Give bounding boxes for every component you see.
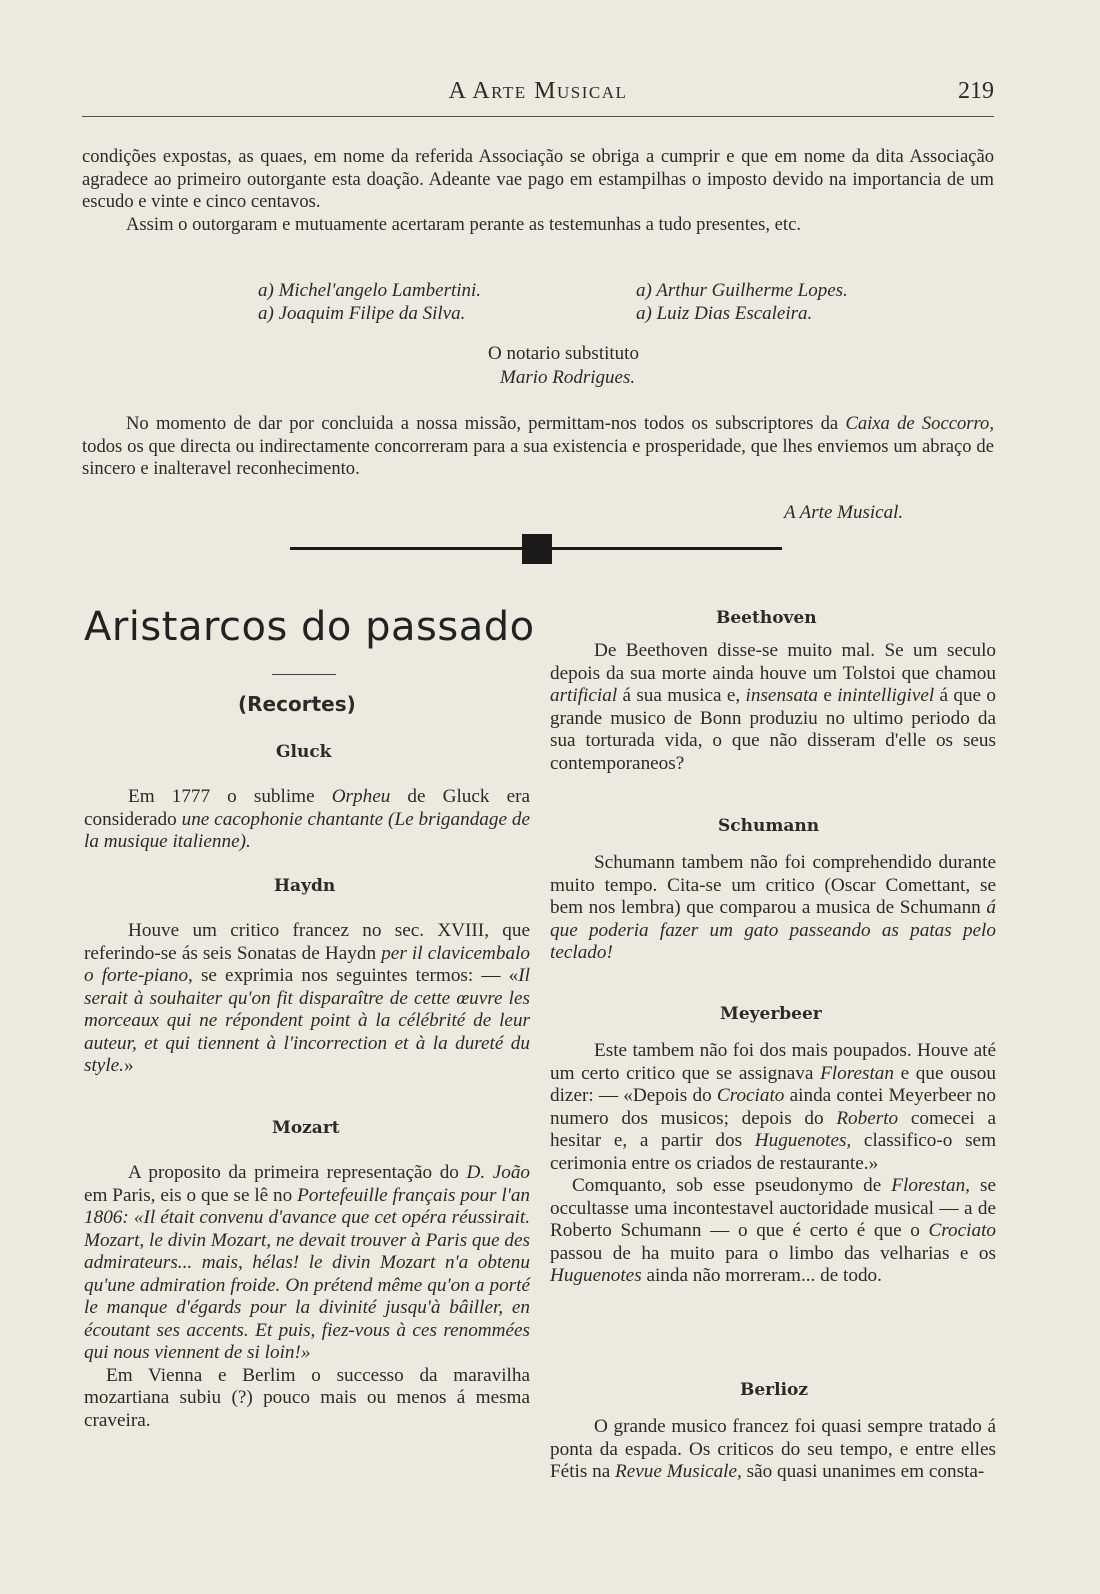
closing-text-part: todos os que directa ou indirectamente concorreram para a sua existencia e prosperidade, que lhes enviemos um abraço de sincero e inalteravel reconhecimento. [82, 435, 994, 480]
notary-name: Mario Rodrigues. [500, 367, 636, 388]
text-part: passou de ha muito para o limbo das velharias e os [550, 1242, 996, 1264]
section-body-schumann [550, 852, 996, 965]
page-header [82, 78, 994, 108]
section-heading-schumann: Schumann [718, 816, 820, 836]
section-heading-gluck: Gluck [276, 742, 332, 762]
text-part: ainda contei Meyerbeer no numero dos musicos; depois do [550, 1085, 996, 1129]
deed-paragraph-2: Assim o outorgaram e mutuamente acertaram perante as testemunhas a tudo presentes, etc. [126, 213, 801, 235]
text-part: ainda não morreram... de todo. [641, 1265, 882, 1286]
text-italic: insensata [745, 685, 819, 706]
section-heading-meyerbeer: Meyerbeer [720, 1004, 822, 1024]
notary-title: O notario substituto [488, 343, 639, 364]
gluck-paragraph [84, 786, 530, 854]
running-title: A Arte Musical [448, 78, 628, 104]
text-italic: Florestan, [891, 1175, 970, 1196]
text-italic: Crociato [928, 1220, 996, 1241]
title-rule [272, 674, 336, 675]
text-part: Em 1777 o sublime [128, 786, 332, 807]
text-italic: Crociato [716, 1085, 785, 1106]
closing-paragraph [82, 413, 994, 481]
notary-block [488, 342, 639, 390]
text-part: de Gluck era considerado [84, 786, 530, 830]
divider-line-right [550, 547, 782, 550]
section-divider-ornament [290, 534, 790, 564]
text-italic: Florestan [820, 1062, 894, 1084]
text-italic: á que poderia fazer um gato passeando as patas pelo teclado! [550, 897, 996, 963]
text-part: classifico-o sem cerimonia entre os criados de restaurante.» [550, 1130, 996, 1174]
text-part: comecei a hesitar e, a partir dos [550, 1107, 996, 1151]
section-body-haydn [84, 920, 530, 1078]
text-part: Houve um critico francez no sec. XVIII, que referindo-se ás seis Sonatas de Haydn [84, 920, 530, 964]
section-body-beethoven [550, 640, 996, 775]
section-body-meyerbeer [550, 1040, 996, 1288]
section-body-mozart [84, 1162, 530, 1432]
section-body-gluck [84, 786, 530, 854]
text-italic: D. João [466, 1162, 531, 1183]
text-part: e que ousou dizer: — «Depois do [550, 1062, 996, 1106]
header-rule [82, 116, 994, 117]
section-body-berlioz [550, 1416, 996, 1484]
closing-text-italic: Caixa de Soccorro, [845, 413, 994, 434]
berlioz-paragraph [550, 1416, 996, 1484]
text-italic: Huguenotes [550, 1265, 642, 1286]
mozart-paragraph [84, 1162, 530, 1365]
signatures [82, 280, 994, 328]
text-part: se exprimia nos seguintes termos: — « [192, 965, 519, 986]
closing-signature: A Arte Musical. [784, 502, 904, 523]
mozart-paragraph-2: Em Vienna e Berlim o successo da maravilha mozartiana subiu (?) pouco mais ou menos á mesma craveira. [84, 1364, 530, 1431]
deed-paragraph-1: condições expostas, as quaes, em nome da referida Associação se obriga a cumprir e que em nome da dita Associação agradece ao primeiro outorgante esta doação. Adeante vae pago em estampilhas o imposto devido na importancia de um escudo e vinte e cinco centavos. [82, 146, 994, 213]
article-title: Aristarcos do passado [84, 604, 535, 650]
text-part: Schumann tambem não foi comprehendido durante muito tempo. Cita-se um critico (Oscar Comettant, se bem nos lembra) que comparou a musica de Schumann [550, 852, 996, 918]
section-heading-berlioz: Berlioz [740, 1380, 809, 1400]
text-part: » [123, 1055, 134, 1076]
text-part: Comquanto, sob esse pseudonymo de [572, 1175, 892, 1196]
text-italic: inintelligivel [837, 685, 935, 706]
text-italic: Orpheu [331, 786, 391, 807]
text-part: em Paris, eis o que se lê no [84, 1184, 298, 1206]
haydn-paragraph [84, 920, 530, 1078]
text-italic: une cacophonie chantante (Le brigandage de la musique italienne). [84, 808, 530, 852]
text-italic: per il clavicembalo o forte-piano, [84, 942, 530, 986]
text-part: De Beethoven disse-se muito mal. Se um seculo depois da sua morte ainda houve um Tolstoi que chamou [550, 640, 996, 684]
text-italic: Revue Musicale, [615, 1461, 742, 1482]
text-italic: Huguenotes, [754, 1130, 852, 1151]
section-heading-haydn: Haydn [274, 876, 336, 896]
signature: a) Michel'angelo Lambertini. [258, 280, 482, 301]
text-part: á que o grande musico de Bonn produziu no ultimo periodo da sua torturada vida, o que não disseram d'elle os seus contemporaneos? [550, 685, 996, 774]
section-heading-beethoven: Beethoven [716, 608, 817, 628]
text-part: O grande musico francez foi quasi sempre tratado á ponta da espada. Os criticos do seu tempo, e entre elles Fétis na [550, 1416, 996, 1482]
text-italic: artificial [550, 685, 618, 706]
text-italic: Portefeuille français pour l'an 1806: «Il était convenu d'avance que cet opéra réussirait. Mozart, le divin Mozart, ne devait trouver à Paris que des admirateurs... mais, hélas! le divin Mozart n'a obtenu qu'une admiration froide. On prétend même qu'on a porté le manque d'égards pour la divinité jusqu'à bâiller, en écoutant ses accents. Et puis, fiez-vous à ces renommées qui nous viennent de si loin!» [84, 1184, 531, 1363]
meyerbeer-paragraph [550, 1040, 996, 1175]
text-part: Este tambem não foi dos mais poupados. Houve até um certo critico que se assignava [550, 1040, 996, 1084]
article-subtitle: (Recortes) [238, 692, 356, 716]
signature: a) Arthur Guilherme Lopes. [636, 280, 848, 301]
text-part: e [818, 685, 838, 706]
text-part: A proposito da primeira representação do [128, 1162, 467, 1183]
deed-text [82, 146, 994, 236]
meyerbeer-paragraph-2 [550, 1175, 996, 1288]
schumann-paragraph [550, 852, 996, 965]
signature: a) Joaquim Filipe da Silva. [258, 303, 466, 324]
page-number: 219 [958, 78, 994, 104]
divider-square [522, 534, 552, 564]
divider-line-left [290, 547, 524, 550]
text-part: se occultasse uma incontestavel auctoridade musical — a de Roberto Schumann — o que é certo é que o [550, 1175, 996, 1241]
signature: a) Luiz Dias Escaleira. [636, 303, 813, 324]
section-heading-mozart: Mozart [272, 1118, 340, 1138]
closing-text-part: No momento de dar por concluida a nossa missão, permittam-nos todos os subscriptores da [126, 413, 846, 434]
text-part: são quasi unanimes em consta- [741, 1461, 985, 1482]
closing-text [82, 413, 994, 481]
text-italic: Il serait à souhaiter qu'on fit disparaître de cette œuvre les morceaux qui ne répondent point à la célébrité de leur auteur, et qui tiennent à l'incorrection et à la dureté du style. [84, 965, 530, 1076]
text-italic: Roberto [836, 1107, 899, 1129]
text-part: á sua musica e, [617, 685, 746, 706]
beethoven-paragraph [550, 640, 996, 775]
